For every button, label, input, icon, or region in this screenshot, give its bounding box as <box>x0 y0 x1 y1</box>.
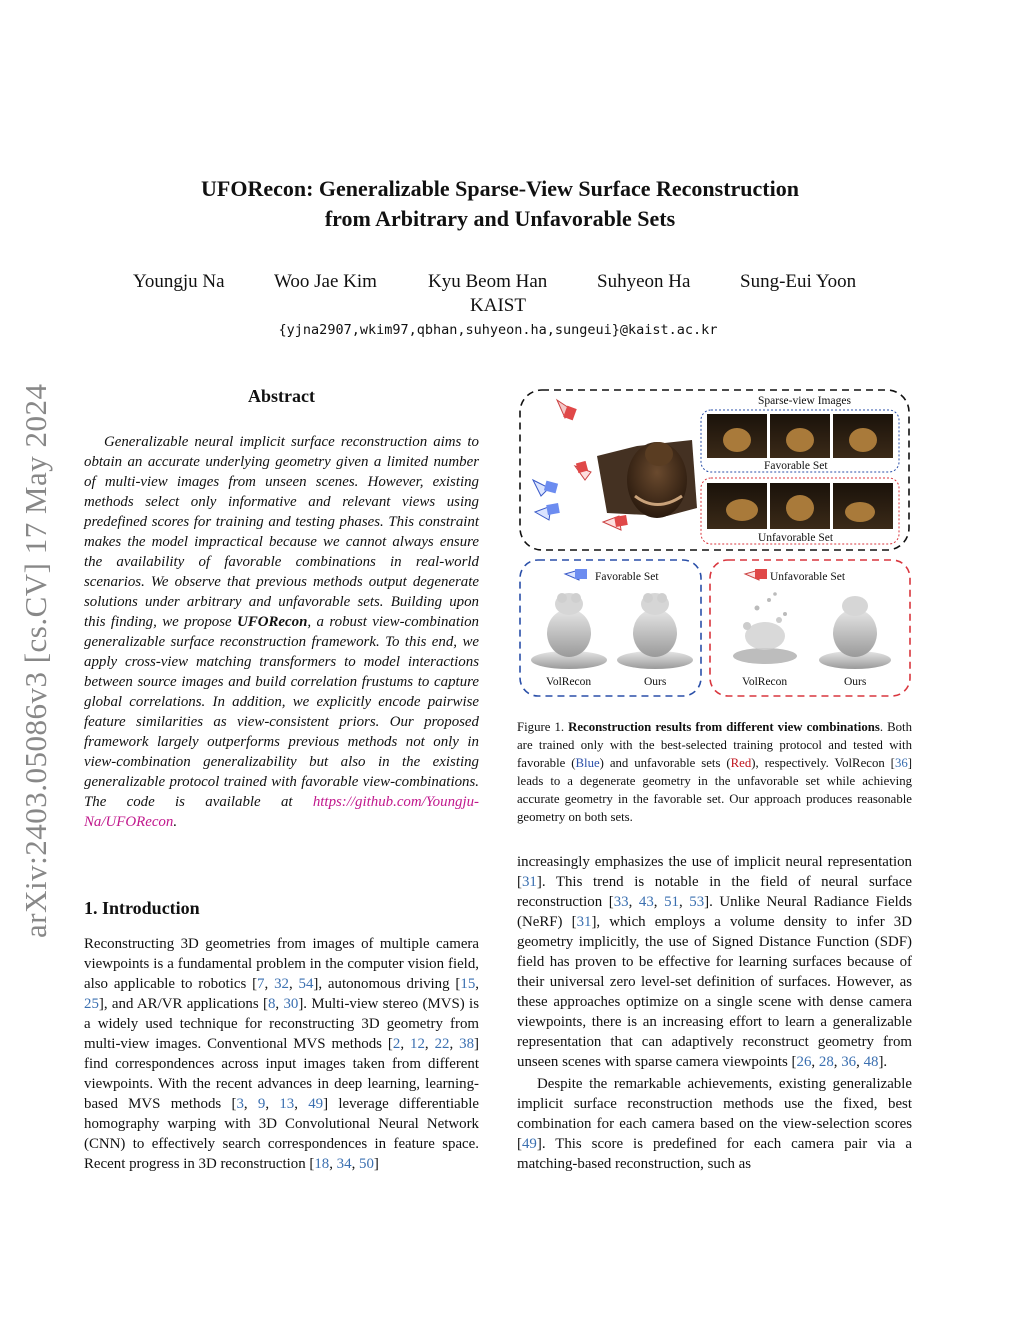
citation-link[interactable]: 53 <box>689 894 705 910</box>
paragraph-text: , <box>264 976 275 992</box>
method-label-volrecon: VolRecon <box>546 676 592 688</box>
caption-text: ) and unfavorable sets ( <box>599 756 731 770</box>
code-link[interactable]: https://github.com/Youngju-Na/UFORecon <box>84 794 479 830</box>
caption-title: Reconstruction results from different view combinations <box>568 720 880 734</box>
citation-link[interactable]: 26 <box>796 1054 812 1070</box>
affiliation: KAIST <box>470 295 526 316</box>
paragraph-text: , <box>856 1054 864 1070</box>
paragraph-text: ]. This score is predefined for each camera pair via a matching-based reconstruction, such as <box>517 1136 912 1172</box>
caption-prefix: Figure 1. <box>517 720 569 734</box>
title-line-2: from Arbitrary and Unfavorable Sets <box>324 206 676 231</box>
caption-red-word: Red <box>730 756 752 770</box>
paragraph-text: , <box>653 894 665 910</box>
legend-favorable: Favorable Set <box>595 571 659 583</box>
citation-link[interactable]: 25 <box>84 996 99 1012</box>
citation-link[interactable]: 36 <box>894 756 908 770</box>
citation-link[interactable]: 50 <box>359 1156 374 1172</box>
paragraph-text: , <box>424 1036 435 1052</box>
figure-caption <box>517 718 912 826</box>
unfavorable-set-label: Unfavorable Set <box>758 532 834 544</box>
paragraph-text: , <box>475 976 479 992</box>
citation-link[interactable]: 13 <box>279 1096 295 1112</box>
citation-link[interactable]: 48 <box>863 1054 879 1070</box>
intro-right-column <box>517 852 912 1174</box>
caption-blue-word: Blue <box>575 756 600 770</box>
intro-paragraph-1 <box>84 934 479 1174</box>
paragraph-text: ] find correspondences across input images taken from different viewpoints. With the recent advances in deep learning, learning-based MVS methods [ <box>84 1036 479 1112</box>
citation-link[interactable]: 3 <box>236 1096 244 1112</box>
citation-link[interactable]: 43 <box>638 894 654 910</box>
citation-link[interactable]: 49 <box>308 1096 324 1112</box>
author-emails: {yjna2907,wkim97,qbhan,suhyeon.ha,sungeui}@kaist.ac.kr <box>278 322 718 338</box>
section-heading-introduction: 1. Introduction <box>84 898 200 918</box>
citation-link[interactable]: 28 <box>818 1054 834 1070</box>
intro-left-column <box>84 934 479 1174</box>
author-name: Sung-Eui Yoon <box>740 271 857 292</box>
citation-link[interactable]: 30 <box>283 996 299 1012</box>
method-label-ours: Ours <box>644 676 667 688</box>
intro-paragraph-2 <box>517 852 912 1072</box>
citation-link[interactable]: 36 <box>841 1054 857 1070</box>
sparse-view-label: Sparse-view Images <box>758 395 851 407</box>
paragraph-text: ]. <box>878 1054 888 1070</box>
citation-link[interactable]: 7 <box>257 976 265 992</box>
paragraph-text: , <box>294 1096 309 1112</box>
citation-link[interactable]: 2 <box>392 1036 401 1052</box>
citation-link[interactable]: 12 <box>410 1036 425 1052</box>
paragraph-text: , <box>351 1156 360 1172</box>
abstract-text: Generalizable neural implicit surface reconstruction aims to obtain an accurate underlying geometry given a limited number of multi-view images from unseen scenes. However, existing methods select only informative and relevant views using predefined scores for training and testing phases. This constraint makes the model impractical because we cannot always ensure the availability of favorable combinations in real-world scenarios. We observe that previous methods output degenerate solutions under arbitrary and unfavorable sets. Building upon this finding, we propose <box>84 434 479 630</box>
point-cloud-frog <box>597 440 697 518</box>
abstract-text-2: , a robust view-combination generalizable surface reconstruction framework. To this end, we apply cross-view matching transformers to model interactions between source images and build correlation frustums to capture global correlations. In addition, we explicitly encode pairwise feature similarities as view-consistent priors. Our proposed framework largely outperforms previous methods not only in view-combination generalizability but also in the existing generalizable protocol trained with favorable view-combinations. The code is available at <box>84 614 479 810</box>
unfavorable-mesh-volrecon <box>733 592 797 664</box>
figure-1 <box>517 388 913 700</box>
paragraph-text: ]. Unlike Neural Radiance Fields (NeRF) [ <box>517 894 912 930</box>
author-name: Suhyeon Ha <box>597 271 691 292</box>
citation-link[interactable]: 33 <box>613 894 629 910</box>
camera-legend-blue <box>565 569 587 580</box>
unfavorable-thumbnails <box>707 483 893 529</box>
paper-title <box>0 174 1000 234</box>
legend-unfavorable: Unfavorable Set <box>770 571 846 583</box>
favorable-mesh-ours <box>617 593 693 669</box>
paragraph-text: Despite the remarkable achievements, existing generalizable implicit surface reconstruction methods use the fixed, best combination for each camera based on the view-selection scores [ <box>517 1076 912 1152</box>
citation-link[interactable]: 15 <box>460 976 476 992</box>
citation-link[interactable]: 31 <box>521 874 537 890</box>
caption-text: . Both are trained only with the best-selected training protocol and tested with favorable ( <box>517 720 912 770</box>
abstract-end: . <box>173 814 178 830</box>
favorable-thumbnails <box>707 414 893 458</box>
paragraph-text: ] leverage differentiable homography warping with 3D Convolutional Neural Network (CNN) to effectively search correspondences in feature space. Recent progress in 3D reconstruction [ <box>84 1096 479 1172</box>
caption-text: ] leads to a degenerate geometry in the unfavorable set while achieving accurate geometry in the favorable set. Our approach produces reasonable geometry on both sets. <box>517 756 912 824</box>
unfavorable-mesh-ours <box>819 596 891 669</box>
citation-link[interactable]: 31 <box>576 914 592 930</box>
citation-link[interactable]: 32 <box>274 976 289 992</box>
caption-text: ), respectively. VolRecon [ <box>751 756 895 770</box>
citation-link[interactable]: 8 <box>267 996 276 1012</box>
author-name: Kyu Beom Han <box>428 271 548 292</box>
paragraph-text: , <box>628 894 639 910</box>
paragraph-text: ], autonomous driving [ <box>313 976 461 992</box>
abstract-body <box>84 432 479 832</box>
camera-legend-red <box>745 569 767 580</box>
citation-link[interactable]: 51 <box>664 894 679 910</box>
arxiv-stamp: arXiv:2403.05086v3 [cs.CV] 17 May 2024 <box>18 383 53 938</box>
paragraph-text: ]. This trend is notable in the field of neural surface reconstruction [ <box>517 874 912 910</box>
paragraph-text: , <box>400 1036 411 1052</box>
abstract-heading: Abstract <box>248 386 315 406</box>
title-line-1: UFORecon: Generalizable Sparse-View Surface Reconstruction <box>201 176 799 201</box>
citation-link[interactable]: 49 <box>521 1136 537 1152</box>
citation-link[interactable]: 54 <box>298 976 314 992</box>
author-name: Woo Jae Kim <box>274 271 377 292</box>
paragraph-text: ] <box>373 1156 379 1172</box>
favorable-mesh-volrecon <box>531 593 607 669</box>
paragraph-text: , <box>288 976 299 992</box>
paragraph-text: , <box>243 1096 258 1112</box>
favorable-set-label: Favorable Set <box>764 460 828 472</box>
paragraph-text: , <box>275 996 284 1012</box>
citation-link[interactable]: 18 <box>314 1156 330 1172</box>
author-name: Youngju Na <box>133 271 225 292</box>
method-name: UFORecon <box>237 614 308 630</box>
citation-link[interactable]: 9 <box>257 1096 266 1112</box>
paragraph-text: , <box>265 1096 280 1112</box>
paragraph-text: , <box>329 1156 337 1172</box>
intro-paragraph-3 <box>517 1074 912 1174</box>
paragraph-text: ], and AR/VR applications [ <box>98 996 268 1012</box>
paragraph-text: , <box>811 1054 819 1070</box>
citation-link[interactable]: 38 <box>459 1036 475 1052</box>
paragraph-text: , <box>678 894 690 910</box>
paragraph-text: , <box>833 1054 842 1070</box>
paragraph-text: increasingly emphasizes the use of implicit neural representation [ <box>517 854 912 890</box>
paragraph-text: ], which employs a volume density to infer 3D geometry implicitly, the use of Signed Distance Function (SDF) field has proven to be effective for learning surfaces because of their universal zero level-set definition of surfaces. However, as these approaches optimize on a single scene with dense camera viewpoints, there is an increasing effort to learn a generalizable representation that can adaptively reconstruct geometry from unseen scenes with sparse camera viewpoints [ <box>517 914 912 1070</box>
method-label-volrecon-2: VolRecon <box>742 676 788 688</box>
citation-link[interactable]: 34 <box>336 1156 352 1172</box>
paragraph-text: Reconstructing 3D geometries from images of multiple camera viewpoints is a fundamental problem in the computer vision field, also applicable to robotics [ <box>84 936 479 992</box>
paragraph-text: , <box>449 1036 460 1052</box>
method-label-ours-2: Ours <box>844 676 867 688</box>
citation-link[interactable]: 22 <box>434 1036 450 1052</box>
paragraph-text: ]. Multi-view stereo (MVS) is a widely used technique for reconstructing 3D geometry from multi-view images. Conventional MVS methods [ <box>84 996 479 1052</box>
